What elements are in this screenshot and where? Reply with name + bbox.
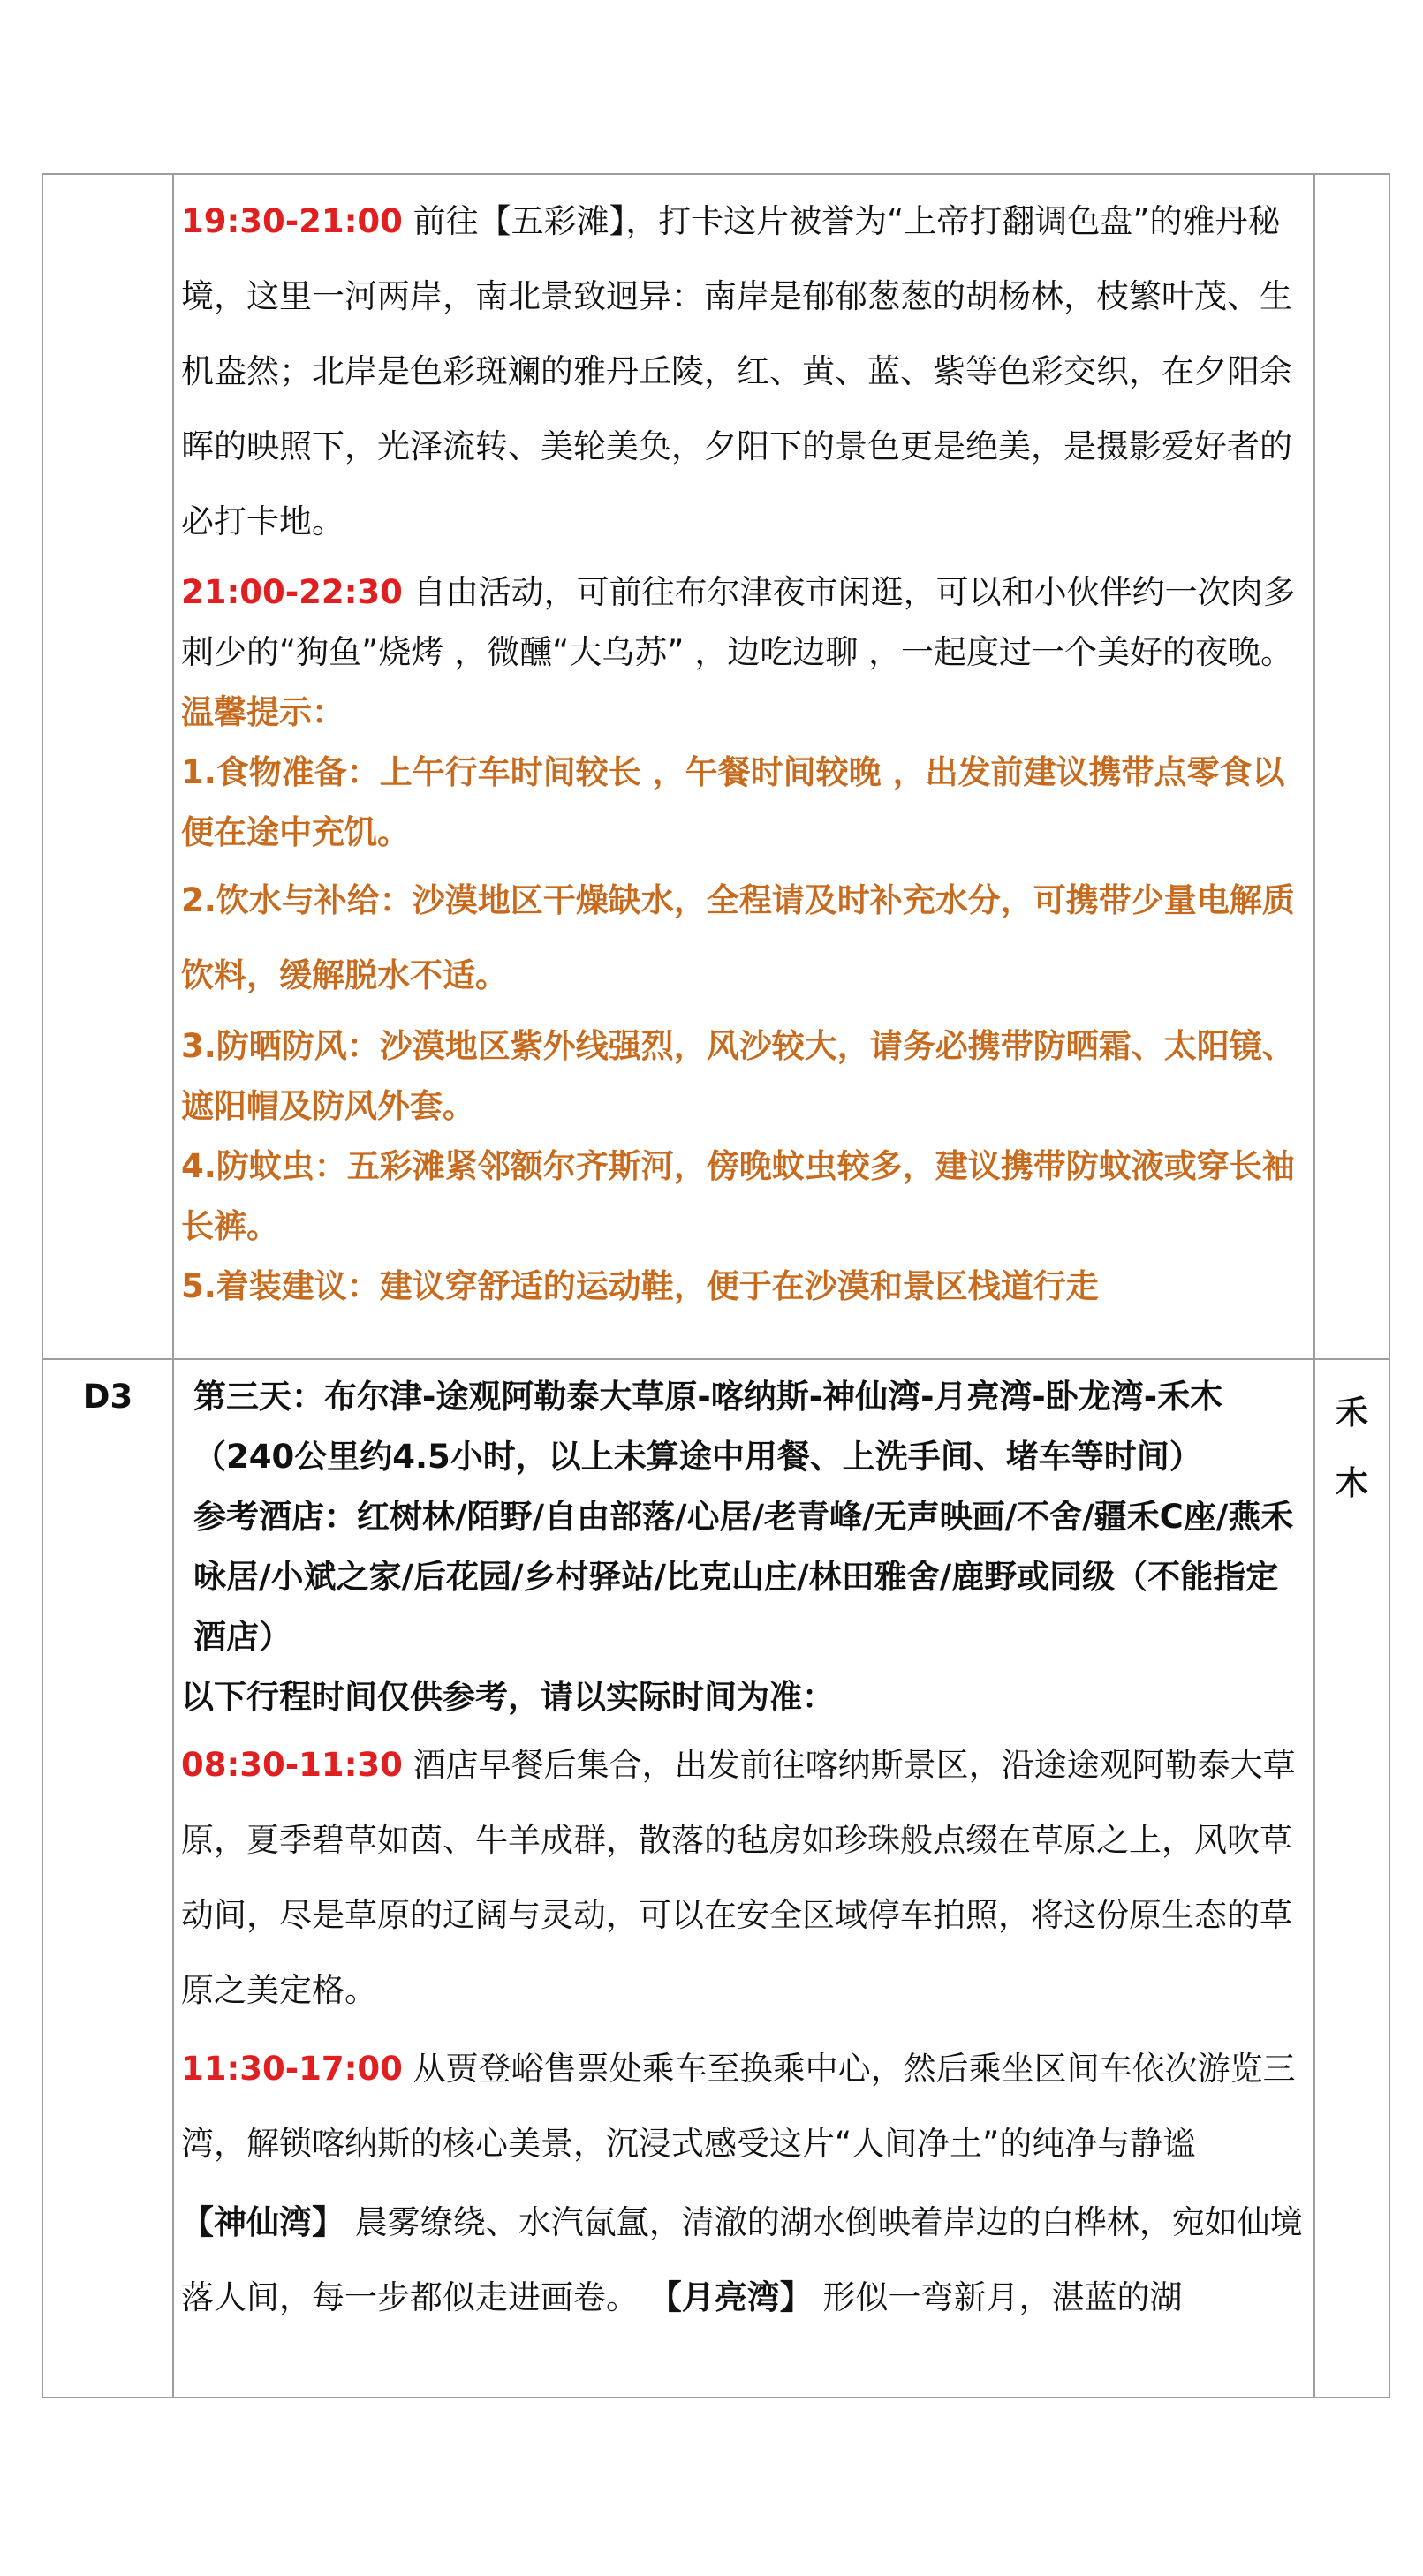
time-label: 21:00-22:30	[181, 573, 403, 611]
itinerary-table	[42, 173, 1390, 2398]
time-note: 以下行程时间仅供参考，请以实际时间为准：	[181, 1678, 835, 1716]
day-cell	[42, 1359, 173, 2398]
hotel-cell	[1314, 1359, 1389, 2398]
day-cell	[42, 174, 173, 1359]
day-title: 第三天：布尔津-途观阿勒泰大草原-喀纳斯-神仙湾-月亮湾-卧龙湾-禾木	[193, 1378, 1223, 1416]
paragraph-text: 晨雾缭绕、水汽氤氲，清澈的湖水倒映着岸边的白桦林，宛如仙境落人间，每一步都似走进画卷。	[181, 2203, 1303, 2316]
time-label: 11:30-17:00	[181, 2050, 403, 2088]
hotel-char: 禾	[1336, 1394, 1368, 1432]
paragraph-text: 前往【五彩滩】，打卡这片被誉为“上帝打翻调色盘”的雅丹秘境，这里一河两岸，南北景致迥异：南岸是郁郁葱葱的胡杨林，枝繁叶茂、生机盎然；北岸是色彩斑斓的雅丹丘陵，红、黄、蓝、紫等色彩交织，在夕阳余晖的映照下，光泽流转、美轮美奂，夕阳下的景色更是绝美，是摄影爱好者的必打卡地。	[181, 202, 1292, 540]
schedule-paragraph	[181, 1727, 1308, 2028]
hotel-cell	[1314, 174, 1389, 1359]
reference-hotels: 参考酒店：红树林/陌野/自由部落/心居/老青峰/无声映画/不舍/疆禾C座/燕禾咏居/小斌之家/后花园/乡村驿站/比克山庄/林田雅舍/鹿野或同级（不能指定酒店）	[193, 1498, 1294, 1656]
spot-name: 【神仙湾】	[181, 2203, 344, 2241]
tip-item: 1.食物准备：上午行车时间较长 ，午餐时间较晚 ，出发前建议携带点零食以便在途中充饥。	[181, 753, 1285, 851]
schedule-paragraph	[181, 2031, 1308, 2181]
table-row	[42, 174, 1389, 1359]
schedule-paragraph	[181, 184, 1308, 559]
tips-title: 温馨提示：	[181, 693, 344, 731]
hotel-char: 木	[1336, 1464, 1368, 1502]
day-duration: （240公里约4.5小时，以上未算途中用餐、上洗手间、堵车等时间）	[193, 1438, 1202, 1476]
paragraph-text: 自由活动，可前往布尔津夜市闲逛，可以和小伙伴约一次肉多刺少的“狗鱼”烧烤 ，微醺“大乌苏” ，边吃边聊 ，一起度过一个美好的夜晚。	[181, 573, 1296, 671]
tip-item: 2.饮水与补给：沙漠地区干燥缺水，全程请及时补充水分，可携带少量电解质饮料，缓解脱水不适。	[181, 881, 1295, 994]
spot-name: 【月亮湾】	[648, 2278, 813, 2316]
paragraph-text: 从贾登峪售票处乘车至换乘中心，然后乘坐区间车依次游览三湾，解锁喀纳斯的核心美景，沉浸式感受这片“人间净土”的纯净与静谧	[181, 2050, 1296, 2163]
tip-item: 3.防晒防风：沙漠地区紫外线强烈，风沙较大，请务必携带防晒霜、太阳镜、遮阳帽及防风外套。	[181, 1027, 1295, 1125]
time-label: 19:30-21:00	[181, 202, 403, 240]
table-row	[42, 1359, 1389, 2398]
tip-item: 4.防蚊虫：五彩滩紧邻额尔齐斯河，傍晚蚊虫较多，建议携带防蚊液或穿长袖长裤。	[181, 1147, 1295, 1245]
schedule-paragraph	[181, 2185, 1308, 2335]
schedule-paragraph	[181, 563, 1308, 683]
schedule-cell	[173, 1359, 1314, 2398]
day-label: D3	[82, 1378, 133, 1416]
schedule-cell	[173, 174, 1314, 1359]
time-label: 08:30-11:30	[181, 1746, 403, 1784]
paragraph-text: 形似一弯新月，湛蓝的湖	[822, 2278, 1183, 2316]
paragraph-text: 酒店早餐后集合，出发前往喀纳斯景区，沿途途观阿勒泰大草原，夏季碧草如茵、牛羊成群，散落的毡房如珍珠般点缀在草原之上，风吹草动间，尽是草原的辽阔与灵动，可以在安全区域停车拍照，将这份原生态的草原之美定格。	[181, 1746, 1296, 2009]
hotel-label	[1315, 1360, 1389, 1519]
tip-item: 5.着装建议：建议穿舒适的运动鞋，便于在沙漠和景区栈道行走	[181, 1267, 1099, 1305]
